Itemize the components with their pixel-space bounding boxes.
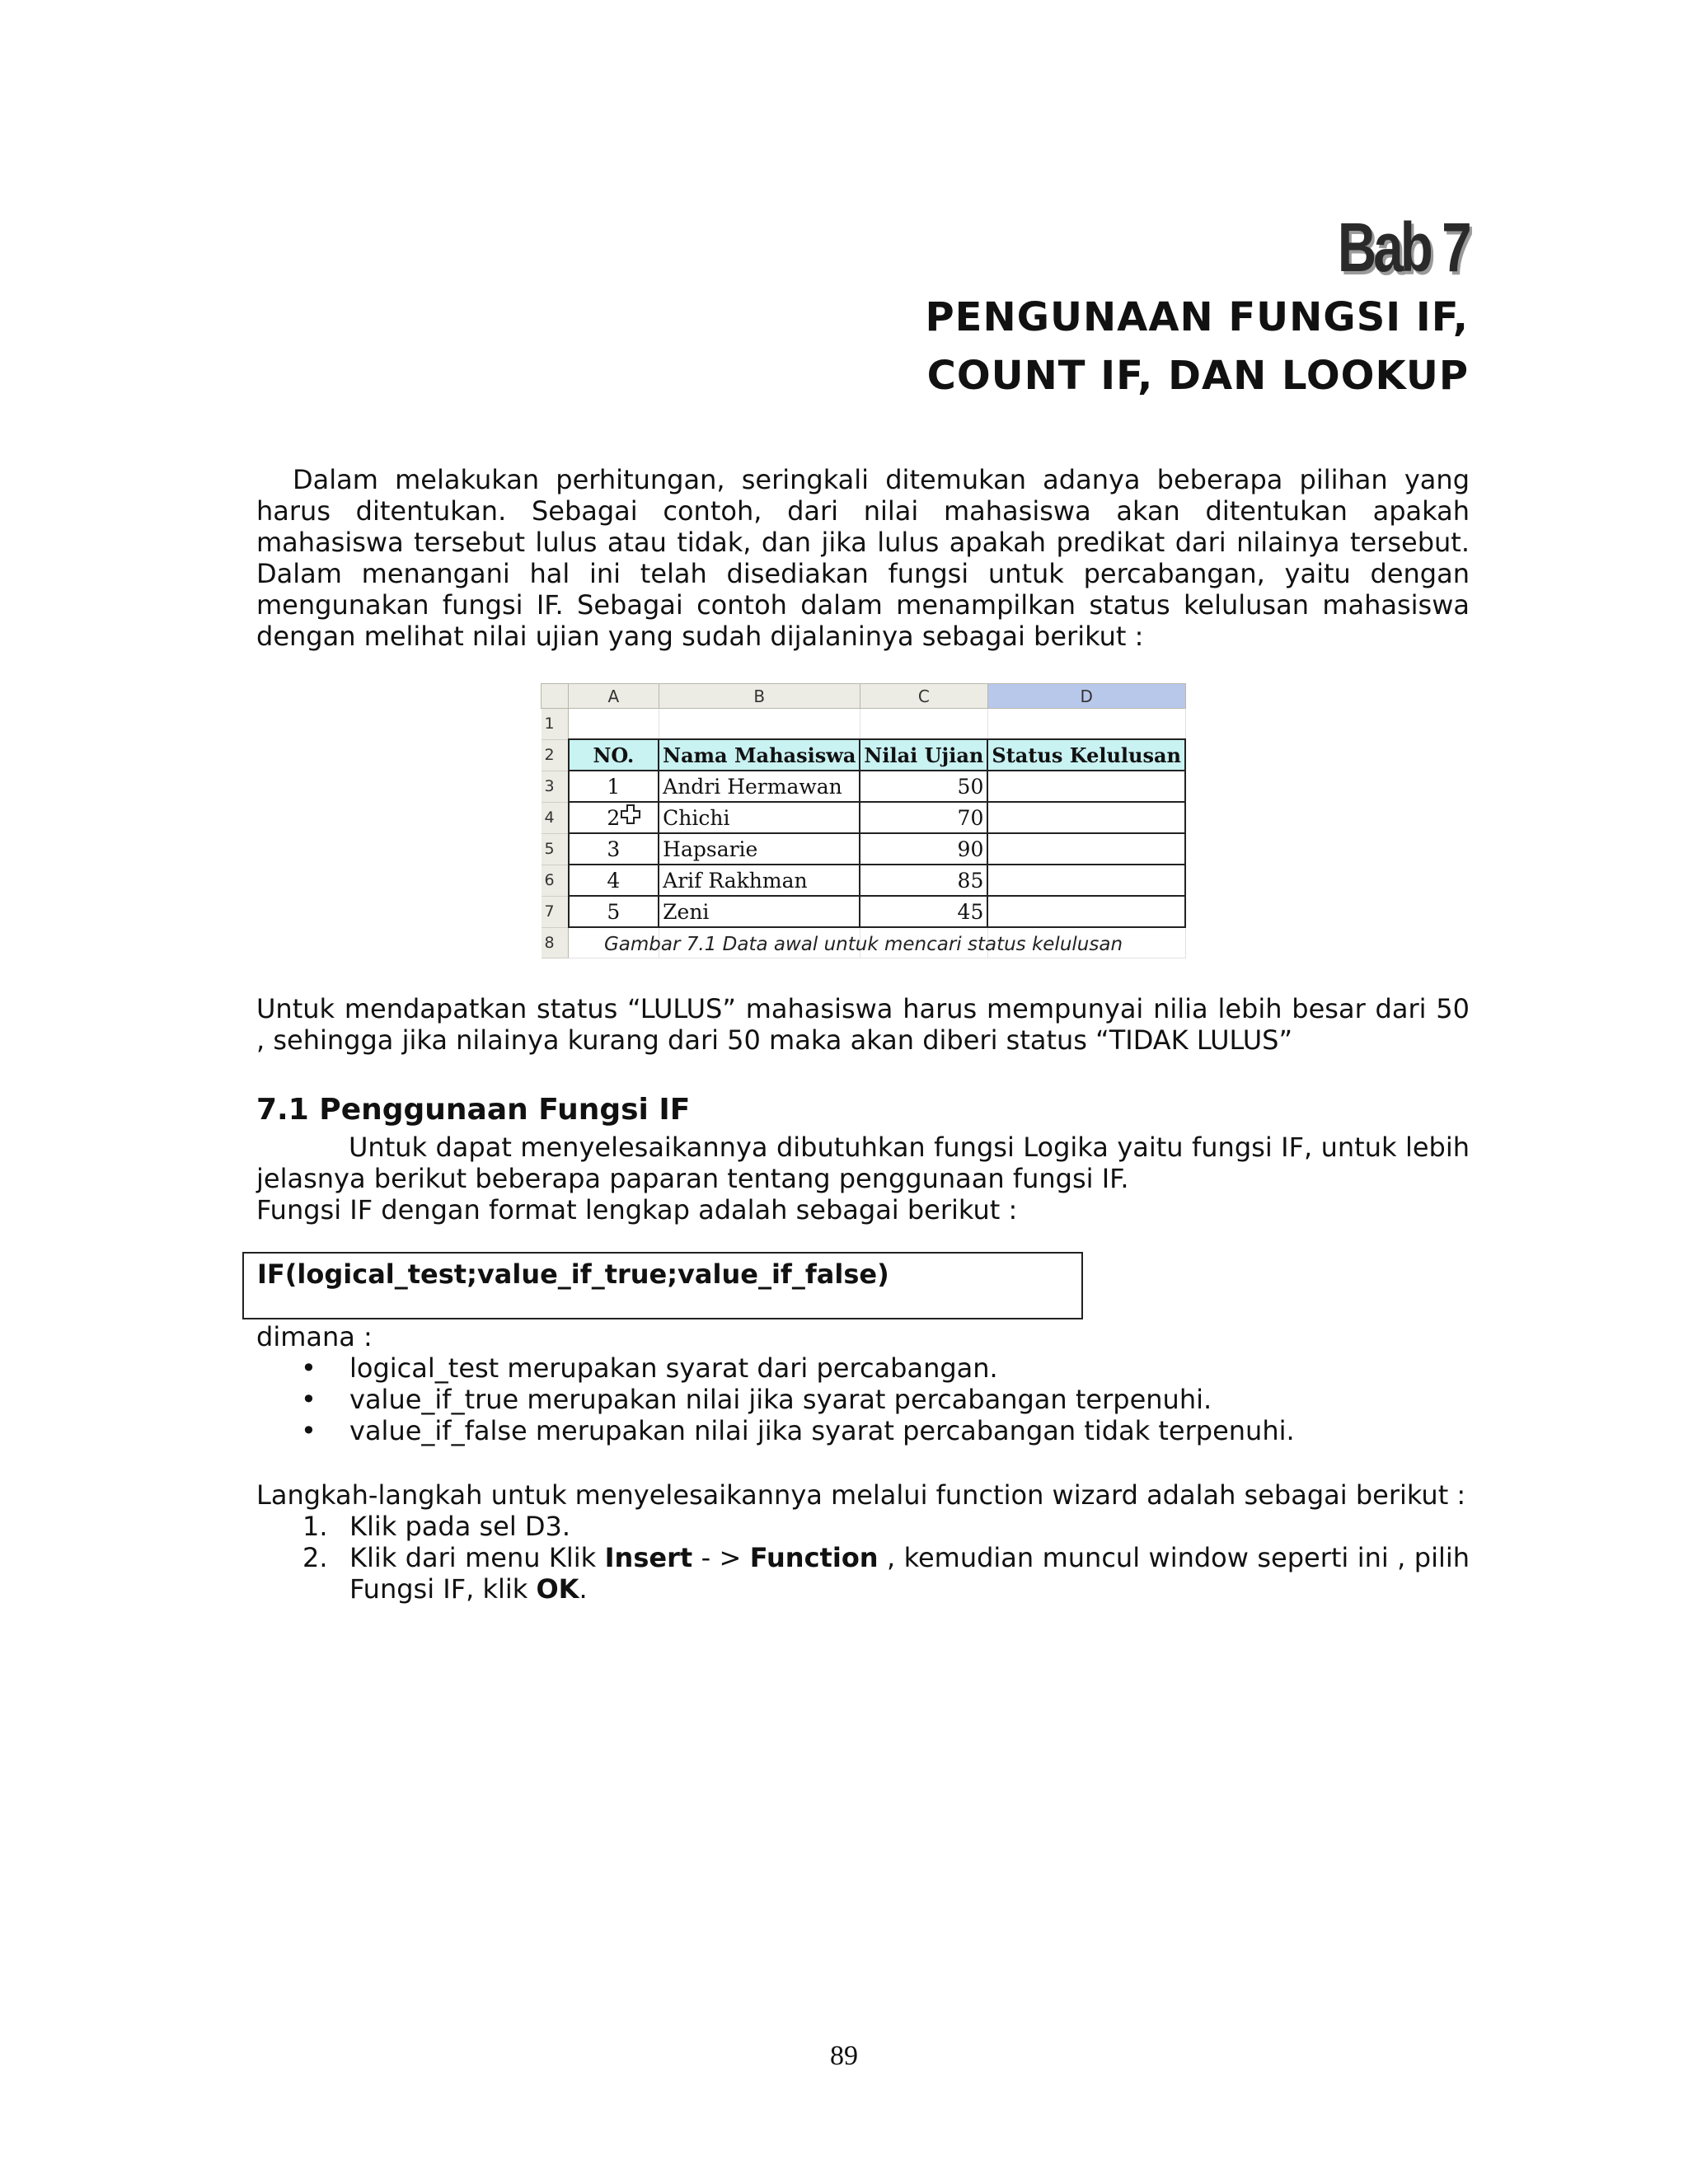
- row-number: 7: [542, 896, 569, 927]
- list-item: • value_if_false merupakan nilai jika syarat percabangan tidak terpenuhi.: [256, 1415, 1470, 1446]
- section-title: 7.1 Penggunaan Fungsi IF: [256, 1093, 691, 1127]
- section-paragraph-1: Untuk dapat menyelesaikannya dibutuhkan fungsi Logika yaitu fungsi IF, untuk lebih jelasnya berikut beberapa paparan tentang penggunaan fungsi IF.: [256, 1132, 1470, 1194]
- step-text: - >: [692, 1542, 750, 1573]
- chapter-title-line-1: PENGUNAAN FUNGSI IF,: [925, 294, 1469, 340]
- cell-no: 5: [569, 896, 659, 927]
- step-text: .: [579, 1573, 588, 1605]
- cell-no: 4: [569, 865, 659, 896]
- cell-score: 50: [860, 771, 987, 802]
- row-number: 6: [542, 865, 569, 896]
- column-header-b: B: [659, 684, 860, 709]
- cell-no-value: 2: [607, 805, 621, 830]
- header-cell-no: NO.: [569, 739, 659, 771]
- cell-status: [987, 896, 1185, 927]
- cell-no: [569, 802, 659, 833]
- corner-cell: [542, 684, 569, 709]
- row-number: 2: [542, 739, 569, 771]
- cell-name: Zeni: [659, 896, 860, 927]
- menu-function: Function: [749, 1542, 879, 1573]
- column-header-c: C: [860, 684, 987, 709]
- bullet-list: [256, 1352, 1470, 1446]
- step-text: Klik pada sel D3.: [349, 1511, 571, 1542]
- rule-paragraph: Untuk mendapatkan status “LULUS” mahasiswa harus mempunyai nilia lebih besar dari 50 , sehingga jika nilainya kurang dari 50 maka akan diberi status “TIDAK LULUS”: [256, 993, 1470, 1056]
- row-number: 4: [542, 802, 569, 833]
- header-cell-name: Nama Mahasiswa: [659, 739, 860, 771]
- table-row: [542, 833, 1186, 865]
- cell-score: 85: [860, 865, 987, 896]
- chapter-number: Bab 7: [1338, 209, 1469, 286]
- table-row: [542, 896, 1186, 927]
- sheet-row-2: [542, 739, 1186, 771]
- page-number: 89: [830, 2041, 858, 2071]
- cell-status: [987, 833, 1185, 865]
- step-number: 1.: [302, 1511, 328, 1542]
- cell-status: [987, 865, 1185, 896]
- cell-score: 70: [860, 802, 987, 833]
- list-item: • value_if_true merupakan nilai jika syarat percabangan terpenuhi.: [256, 1384, 1470, 1415]
- list-item: • logical_test merupakan syarat dari percabangan.: [256, 1352, 1470, 1384]
- table-row: [542, 771, 1186, 802]
- formula-text: IF(logical_test;value_if_true;value_if_false): [257, 1258, 889, 1290]
- intro-paragraph: Dalam melakukan perhitungan, seringkali ditemukan adanya beberapa pilihan yang harus ditentukan. Sebagai contoh, dari nilai mahasiswa akan ditentukan apakah mahasiswa tersebut lulus atau tidak, dan jika lulus apakah predikat dari nilainya tersebut. Dalam menangani hal ini telah disediakan fungsi untuk percabangan, yaitu dengan mengunakan fungsi IF. Sebagai contoh dalam menampilkan status kelulusan mahasiswa dengan melihat nilai ujian yang sudah dijalaninya sebagai berikut :: [256, 464, 1470, 652]
- cell-status: [987, 771, 1185, 802]
- row-number: 1: [542, 709, 569, 740]
- section-paragraph-2: Fungsi IF dengan format lengkap adalah sebagai berikut :: [256, 1194, 1018, 1226]
- row-number: 3: [542, 771, 569, 802]
- list-item: [256, 1542, 1470, 1605]
- step-text: , kemudian muncul window seperti ini , pilih Fungsi IF, klik: [349, 1542, 1470, 1605]
- step-number: 2.: [302, 1542, 328, 1573]
- cell-score: 45: [860, 896, 987, 927]
- ok-label: OK: [536, 1573, 579, 1605]
- steps-intro: Langkah-langkah untuk menyelesaikannya melalui function wizard adalah sebagai berikut :: [256, 1479, 1466, 1511]
- cell-name: Andri Hermawan: [659, 771, 860, 802]
- column-header-row: [542, 684, 1186, 709]
- where-label: dimana :: [256, 1321, 373, 1352]
- header-cell-status: Status Kelulusan: [987, 739, 1185, 771]
- cell-name: Arif Rakhman: [659, 865, 860, 896]
- cell-score: 90: [860, 833, 987, 865]
- cell-no: 1: [569, 771, 659, 802]
- row-number: 8: [542, 927, 569, 958]
- figure-caption: Gambar 7.1 Data awal untuk mencari status kelulusan: [603, 934, 1123, 955]
- table-row: [542, 802, 1186, 833]
- cell-status: [987, 802, 1185, 833]
- column-header-d: D: [987, 684, 1185, 709]
- list-item: [256, 1511, 1470, 1542]
- table-row: [542, 865, 1186, 896]
- sheet-row-1: [542, 709, 1186, 740]
- formula-box: [242, 1252, 1083, 1319]
- steps-list: [256, 1511, 1470, 1605]
- chapter-title: [925, 288, 1469, 405]
- menu-insert: Insert: [604, 1542, 693, 1573]
- cell-name: Chichi: [659, 802, 860, 833]
- column-header-a: A: [569, 684, 659, 709]
- chapter-title-line-2: COUNT IF, DAN LOOKUP: [926, 353, 1469, 399]
- cell-name: Hapsarie: [659, 833, 860, 865]
- row-number: 5: [542, 833, 569, 865]
- step-text: Klik dari menu Klik: [349, 1542, 605, 1573]
- cell-no: 3: [569, 833, 659, 865]
- header-cell-score: Nilai Ujian: [860, 739, 987, 771]
